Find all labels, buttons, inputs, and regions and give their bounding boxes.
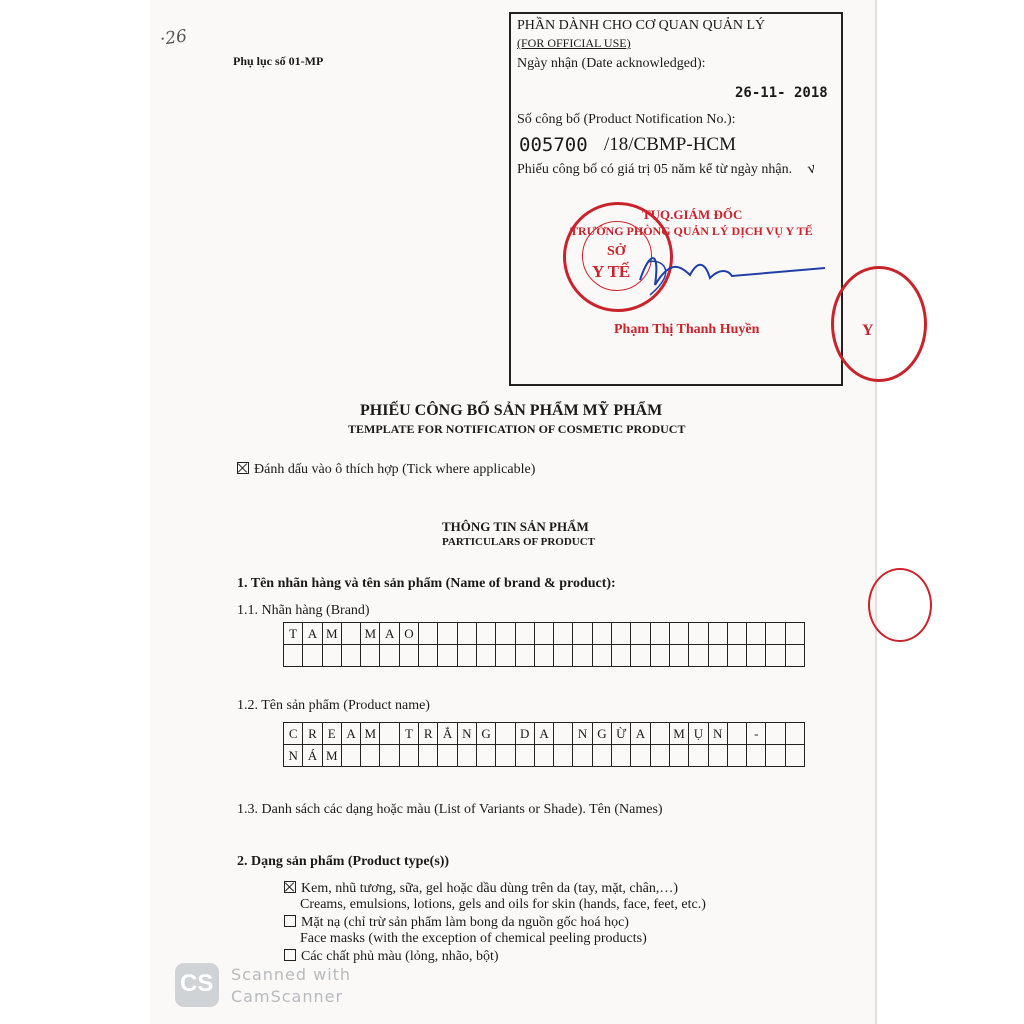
grid-cell (689, 745, 708, 767)
grid-cell (650, 623, 669, 645)
grid-cell (612, 623, 631, 645)
grid-cell (650, 723, 669, 745)
grid-cell: A (303, 623, 322, 645)
side-seal-stamp (831, 266, 927, 382)
grid-cell: E (322, 723, 341, 745)
grid-cell (303, 645, 322, 667)
grid-cell: R (419, 723, 438, 745)
grid-cell: G (476, 723, 495, 745)
grid-cell (785, 745, 804, 767)
grid-cell (554, 723, 573, 745)
grid-cell (747, 645, 766, 667)
signer-title: TUQ.GIÁM ĐỐC (642, 207, 743, 222)
watermark-line-2: CamScanner (231, 987, 344, 1006)
grid-cell (457, 645, 476, 667)
camscanner-logo-text: CS (180, 970, 214, 997)
signature-graphic (620, 240, 840, 300)
grid-cell (457, 623, 476, 645)
grid-cell (631, 745, 650, 767)
grid-cell (592, 645, 611, 667)
particulars-title-en: PARTICULARS OF PRODUCT (442, 536, 596, 548)
grid-cell (515, 623, 534, 645)
grid-cell (766, 745, 785, 767)
brand-grid-row-1 (284, 623, 805, 645)
grid-cell: O (399, 623, 418, 645)
official-heading: PHẦN DÀNH CHO CƠ QUAN QUẢN LÝ (517, 18, 766, 33)
seal-text-y-te: Y TẾ (592, 262, 631, 281)
grid-cell: T (284, 623, 303, 645)
grid-cell: A (380, 623, 399, 645)
grid-cell: M (322, 745, 341, 767)
grid-cell (766, 645, 785, 667)
grid-cell (631, 623, 650, 645)
grid-cell (727, 623, 746, 645)
grid-cell (438, 645, 457, 667)
side-seal-fragment (868, 568, 932, 642)
grid-cell: T (399, 723, 418, 745)
official-heading-en: (FOR OFFICIAL USE) (517, 36, 631, 50)
type-3-checkbox-icon (284, 949, 296, 961)
grid-cell (399, 645, 418, 667)
grid-cell (669, 645, 688, 667)
grid-cell (650, 645, 669, 667)
signer-department: TRƯỞNG PHÒNG QUẢN LÝ DỊCH VỤ Y TẾ (570, 224, 813, 238)
camscanner-logo-icon (175, 963, 219, 1007)
grid-cell: Ừ (612, 723, 631, 745)
section-1-heading: 1. Tên nhãn hàng và tên sản phẩm (Name of brand & product): (237, 576, 616, 591)
form-title-en: TEMPLATE FOR NOTIFICATION OF COSMETIC PRODUCT (348, 422, 686, 436)
grid-cell (573, 645, 592, 667)
notification-number-label: Số công bố (Product Notification No.): (517, 112, 736, 127)
grid-cell (438, 623, 457, 645)
validity-note: Phiếu công bố có giá trị 05 năm kể từ ngày nhận. (517, 162, 793, 177)
grid-cell (380, 745, 399, 767)
seal-text-so: SỞ (607, 244, 626, 259)
appendix-label: Phụ lục số 01-MP (233, 54, 324, 68)
grid-cell: M (322, 623, 341, 645)
grid-cell (496, 723, 515, 745)
grid-cell (766, 623, 785, 645)
side-seal-text: Y (862, 322, 874, 339)
grid-cell (515, 745, 534, 767)
brand-grid (283, 622, 805, 667)
grid-cell: N (457, 723, 476, 745)
grid-cell (284, 645, 303, 667)
page-edge (875, 0, 877, 1024)
product-grid-row-1 (284, 723, 805, 745)
grid-cell (534, 645, 553, 667)
date-acknowledged-value: 26-11- 2018 (735, 85, 828, 101)
grid-cell (669, 623, 688, 645)
grid-cell (573, 623, 592, 645)
tick-note (237, 461, 535, 478)
grid-cell (727, 645, 746, 667)
grid-cell (727, 745, 746, 767)
variants-label: 1.3. Danh sách các dạng hoặc màu (List of Variants or Shade). Tên (Names) (237, 802, 663, 817)
grid-cell (496, 645, 515, 667)
grid-cell (515, 645, 534, 667)
grid-cell (747, 745, 766, 767)
grid-cell (747, 623, 766, 645)
grid-cell (341, 645, 360, 667)
grid-cell: Ắ (438, 723, 457, 745)
grid-cell: G (592, 723, 611, 745)
grid-cell (689, 623, 708, 645)
grid-cell (438, 745, 457, 767)
brand-grid-row-2 (284, 645, 805, 667)
grid-cell (380, 645, 399, 667)
handwritten-scribble: ·26 (158, 26, 189, 50)
particulars-title-vi: THÔNG TIN SẢN PHẨM (442, 519, 589, 534)
type-1-vi: Kem, nhũ tương, sữa, gel hoặc dầu dùng trên da (tay, mặt, chân,…) (301, 881, 679, 896)
grid-cell (361, 645, 380, 667)
type-2-checkbox-icon (284, 915, 296, 927)
grid-cell (689, 645, 708, 667)
grid-cell (534, 745, 553, 767)
grid-cell (766, 723, 785, 745)
type-1-checkbox-icon (284, 881, 296, 893)
grid-cell: D (515, 723, 534, 745)
type-2-vi: Mặt nạ (chỉ trừ sản phẩm làm bong da nguồn gốc hoá học) (301, 915, 629, 930)
grid-cell (708, 745, 727, 767)
tick-note-checkbox-icon (237, 462, 249, 474)
notification-number-handwritten: 005700 (519, 134, 588, 156)
grid-cell: R (303, 723, 322, 745)
grid-cell (457, 745, 476, 767)
grid-cell: Ụ (689, 723, 708, 745)
grid-cell: C (284, 723, 303, 745)
product-name-label: 1.2. Tên sản phẩm (Product name) (237, 698, 430, 713)
product-name-grid (283, 722, 805, 767)
type-1-en: Creams, emulsions, lotions, gels and oils for skin (hands, face, feet, etc.) (300, 897, 706, 912)
grid-cell (785, 645, 804, 667)
grid-cell (341, 623, 360, 645)
type-3-vi: Các chất phủ màu (lỏng, nhão, bột) (301, 949, 499, 964)
product-type-option-2 (284, 914, 629, 931)
grid-cell: M (361, 723, 380, 745)
grid-cell (708, 623, 727, 645)
grid-cell (322, 645, 341, 667)
grid-cell (727, 723, 746, 745)
product-type-option-1 (284, 880, 678, 897)
grid-cell: A (534, 723, 553, 745)
grid-cell: N (708, 723, 727, 745)
grid-cell (380, 723, 399, 745)
grid-cell (592, 623, 611, 645)
grid-cell (361, 745, 380, 767)
form-title-vi: PHIẾU CÔNG BỐ SẢN PHẨM MỸ PHẨM (360, 402, 663, 419)
grid-cell: A (341, 723, 360, 745)
grid-cell (592, 745, 611, 767)
grid-cell (534, 623, 553, 645)
grid-cell (476, 623, 495, 645)
grid-cell: - (747, 723, 766, 745)
notification-number-printed: /18/CBMP-HCM (604, 134, 736, 155)
type-2-en: Face masks (with the exception of chemical peeling products) (300, 931, 647, 946)
grid-cell: Á (303, 745, 322, 767)
grid-cell (476, 745, 495, 767)
grid-cell (631, 645, 650, 667)
signer-name: Phạm Thị Thanh Huyền (614, 322, 760, 337)
grid-cell: N (573, 723, 592, 745)
grid-cell (399, 745, 418, 767)
grid-cell (554, 623, 573, 645)
grid-cell (650, 745, 669, 767)
grid-cell (419, 645, 438, 667)
grid-cell: M (361, 623, 380, 645)
grid-cell (419, 745, 438, 767)
initial-mark: v (805, 159, 818, 178)
grid-cell (785, 623, 804, 645)
brand-label: 1.1. Nhãn hàng (Brand) (237, 603, 370, 618)
grid-cell: A (631, 723, 650, 745)
grid-cell: N (284, 745, 303, 767)
date-acknowledged-label: Ngày nhận (Date acknowledged): (517, 56, 706, 71)
tick-note-text: Đánh dấu vào ô thích hợp (Tick where applicable) (254, 462, 536, 477)
grid-cell (554, 645, 573, 667)
grid-cell (496, 623, 515, 645)
grid-cell (612, 745, 631, 767)
product-type-option-3 (284, 948, 499, 965)
grid-cell (785, 723, 804, 745)
grid-cell (341, 745, 360, 767)
watermark-line-1: Scanned with (231, 965, 352, 984)
grid-cell (708, 645, 727, 667)
grid-cell (419, 623, 438, 645)
grid-cell (669, 745, 688, 767)
section-2-heading: 2. Dạng sản phẩm (Product type(s)) (237, 854, 450, 869)
grid-cell: M (669, 723, 688, 745)
grid-cell (554, 745, 573, 767)
grid-cell (496, 745, 515, 767)
grid-cell (612, 645, 631, 667)
grid-cell (476, 645, 495, 667)
product-grid-row-2 (284, 745, 805, 767)
grid-cell (573, 745, 592, 767)
